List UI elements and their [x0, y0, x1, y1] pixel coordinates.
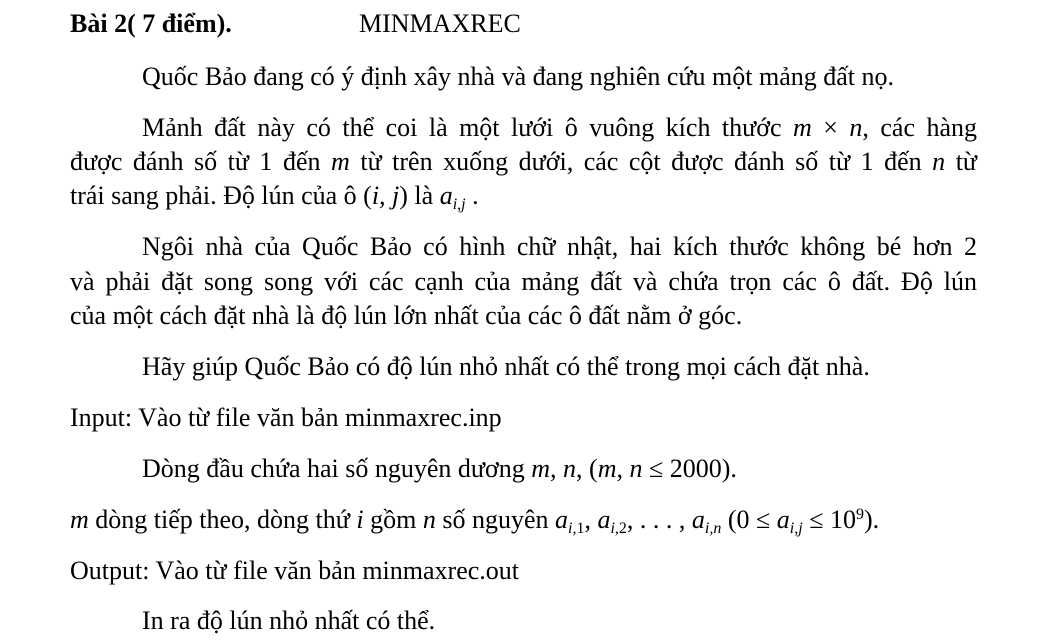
house-paragraph-line-3: của một cách đặt nhà là độ lún lớn nhất của các ô đất nằm ở góc.	[70, 301, 743, 330]
house-paragraph-line-2: và phải đặt song song với các cạnh của mảng đất và chứa trọn các ô đất. Độ lún	[70, 267, 977, 296]
problem-name: MINMAXREC	[359, 9, 521, 38]
input-label: Input: Vào từ file văn bản minmaxrec.inp	[70, 403, 502, 432]
grid-paragraph-line-3: trái sang phải. Độ lún của ô (i, j) là $a_{i,j}$ .	[70, 181, 479, 213]
intro-paragraph: Quốc Bảo đang có ý định xây nhà và đang nghiên cứu một mảng đất nọ.	[142, 62, 895, 91]
problem-label: Bài 2( 7 điểm).	[70, 9, 232, 38]
input-line-2: m dòng tiếp theo, dòng thứ i gồm n số nguyên $a_{i,1}$, $a_{i,2}$, . . . , $a_{i,n}$ $(0 \le a_{i,j} \le 10^9)$.	[70, 505, 880, 537]
output-label: Output: Vào từ file văn bản minmaxrec.out	[70, 556, 520, 585]
task-paragraph: Hãy giúp Quốc Bảo có độ lún nhỏ nhất có thể trong mọi cách đặt nhà.	[142, 352, 870, 381]
output-line: In ra độ lún nhỏ nhất có thể.	[142, 606, 436, 635]
grid-paragraph-line-1: Mảnh đất này có thể coi là một lưới ô vuông kích thước m × n, các hàng	[142, 113, 977, 142]
house-paragraph-line-1: Ngôi nhà của Quốc Bảo có hình chữ nhật, hai kích thước không bé hơn 2	[142, 232, 977, 261]
input-line-1: Dòng đầu chứa hai số nguyên dương m, n, (m, n ≤ 2000).	[142, 454, 737, 483]
cell-depth-symbol: a	[439, 181, 453, 210]
grid-paragraph-line-2: được đánh số từ 1 đến m từ trên xuống dưới, các cột được đánh số từ 1 đến n từ	[70, 147, 978, 176]
